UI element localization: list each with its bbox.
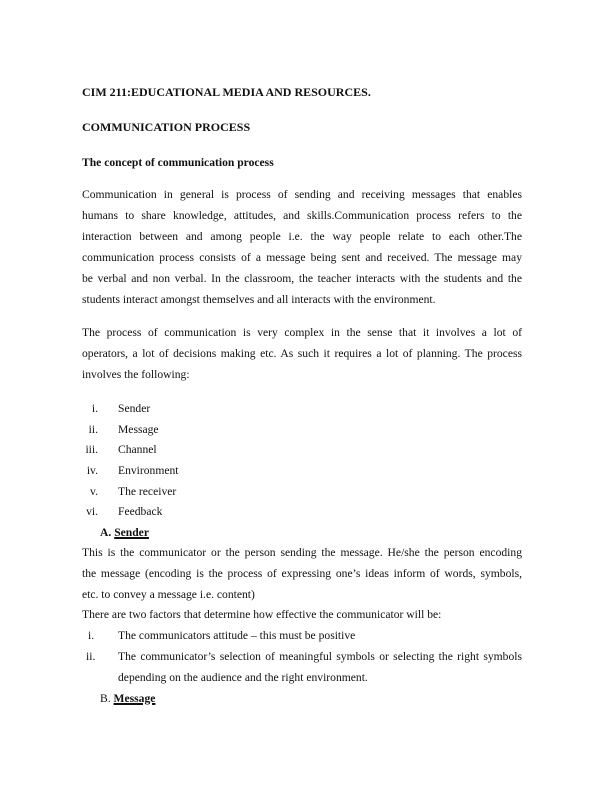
list-number: vi. — [86, 505, 98, 518]
course-title: CIM 211:EDUCATIONAL MEDIA AND RESOURCES. — [82, 85, 371, 99]
list-item: Channel — [118, 443, 157, 456]
list-number: ii. — [86, 650, 96, 663]
list-number: ii. — [88, 423, 98, 436]
list-item: Feedback — [118, 505, 163, 518]
list-item: Environment — [118, 464, 179, 477]
list-number: i. — [91, 402, 98, 415]
paragraph-line: This is the communicator or the person sending the message. He/she the person encoding — [82, 546, 522, 559]
section-title: COMMUNICATION PROCESS — [82, 120, 251, 134]
list-number: i. — [88, 629, 95, 642]
paragraph-line: interaction between and among people i.e. the way people relate to each other.The — [82, 230, 522, 243]
list-item: The receiver — [118, 485, 177, 498]
section-b-heading — [100, 688, 155, 709]
paragraph-line: There are two factors that determine how effective the communicator will be: — [82, 608, 442, 621]
section-letter: A. — [100, 526, 112, 539]
paragraph-line: humans to share knowledge, attitudes, and skills.Communication process refers to the — [82, 209, 522, 222]
section-a-heading — [100, 522, 149, 543]
section-letter: B. — [100, 692, 111, 705]
list-number: iv. — [86, 464, 98, 477]
list-item-continuation: depending on the audience and the right environment. — [118, 671, 368, 684]
paragraph-line: communication process consists of a message being sent and received. The message may — [82, 251, 522, 264]
paragraph-line: students interact amongst themselves and all interacts with the environment. — [82, 293, 436, 306]
list-item: The communicators attitude – this must be positive — [118, 629, 356, 642]
paragraph-line: the message (encoding is the process of expressing one’s ideas inform of words, symbols, — [82, 567, 522, 580]
list-number: v. — [90, 485, 98, 498]
paragraph-line: involves the following: — [82, 368, 190, 381]
section-title: Sender — [114, 526, 149, 539]
paragraph-line: be verbal and non verbal. In the classroom, the teacher interacts with the students and the — [82, 272, 522, 285]
paragraph-line: The process of communication is very complex in the sense that it involves a lot of — [82, 326, 522, 339]
list-item: Message — [118, 423, 159, 436]
paragraph-line: Communication in general is process of sending and receiving messages that enables — [82, 188, 522, 201]
list-item: The communicator’s selection of meaningful symbols or selecting the right symbols — [118, 650, 522, 663]
list-number: iii. — [85, 443, 98, 456]
paragraph-line: operators, a lot of decisions making etc. As such it requires a lot of planning. The process — [82, 347, 522, 360]
paragraph-line: etc. to convey a message i.e. content) — [82, 588, 255, 601]
section-title: Message — [113, 692, 156, 705]
subsection-title: The concept of communication process — [82, 156, 274, 169]
list-item: Sender — [118, 402, 151, 415]
